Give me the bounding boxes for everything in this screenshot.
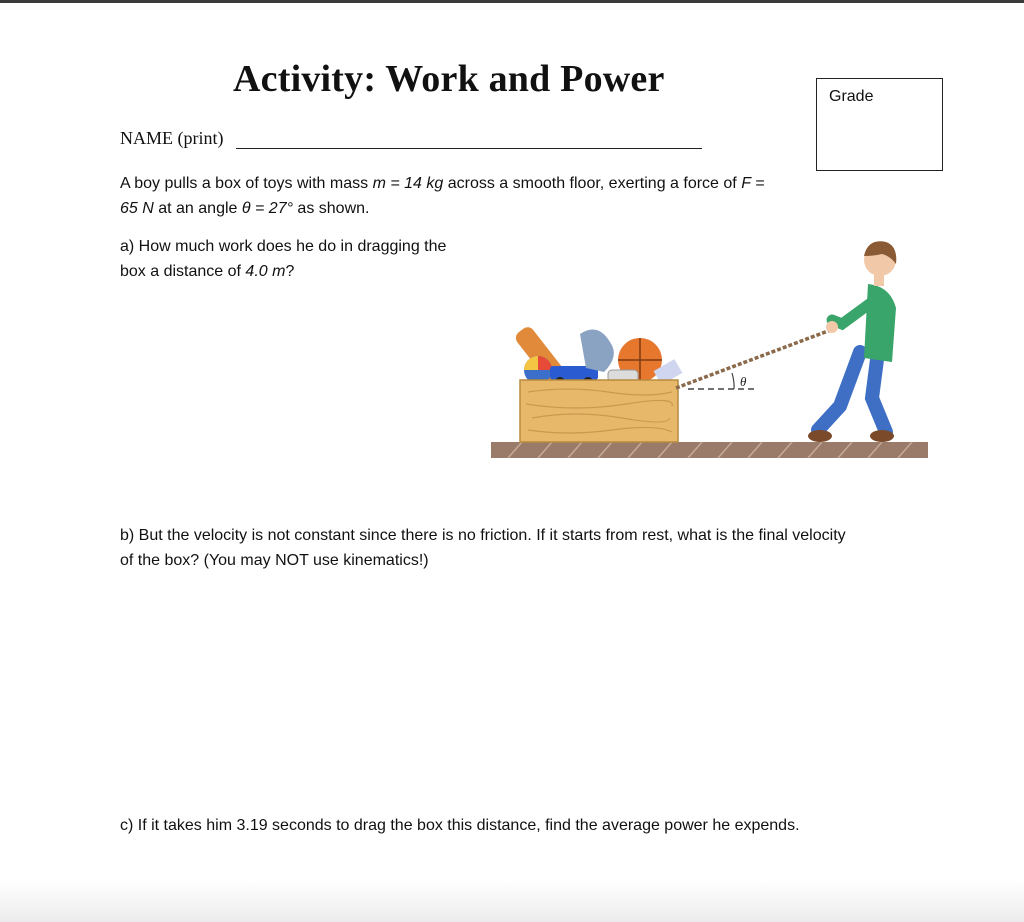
intro-text: as shown. (292, 200, 370, 217)
question-a-text: box a distance of (120, 263, 246, 280)
distance-value: 4.0 m (245, 263, 286, 280)
page-title: Activity: Work and Power (233, 58, 665, 100)
mass-expression: m = 14 kg (372, 175, 444, 192)
page-bottom-shadow (0, 880, 1024, 922)
question-a-line-1: a) How much work does he do in dragging the (120, 238, 447, 255)
name-label: NAME (print) (120, 128, 224, 148)
floor (491, 442, 928, 458)
grade-label: Grade (829, 88, 874, 105)
question-a-line-2 (120, 259, 294, 284)
intro-text: A boy pulls a box of toys with mass (120, 175, 373, 192)
angle-indicator (688, 373, 756, 389)
question-a-text: ? (285, 263, 295, 280)
grade-box (816, 78, 943, 171)
question-c-line-1: c) If it takes him 3.19 seconds to drag the box this distance, find the average power he expends. (120, 817, 800, 834)
intro-line-2 (120, 196, 369, 221)
toys (513, 324, 682, 387)
intro-text: at an angle (153, 200, 242, 217)
name-field (120, 128, 223, 149)
angle-expression: θ = 27° (241, 200, 293, 217)
boy-pulling-box-illustration (488, 232, 932, 464)
intro-line-1 (120, 171, 764, 196)
force-value: 65 N (120, 200, 154, 217)
intro-text: across a smooth floor, exerting a force of (443, 175, 742, 192)
question-b-line-1: b) But the velocity is not constant since there is no friction. If it starts from rest, what is the final velocity (120, 527, 846, 544)
boy-figure (808, 241, 896, 442)
toy-box (520, 380, 678, 442)
name-underline (236, 148, 702, 149)
rope (676, 328, 836, 388)
force-variable: F = (741, 175, 765, 192)
angle-label: θ (740, 374, 747, 389)
question-b-line-2: of the box? (You may NOT use kinematics!) (120, 552, 429, 569)
